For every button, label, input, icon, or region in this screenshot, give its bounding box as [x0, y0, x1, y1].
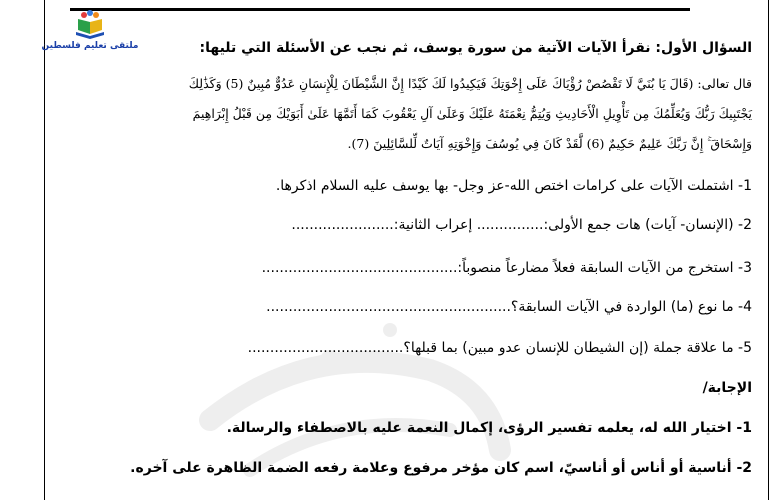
book-logo-icon [73, 10, 107, 40]
question-3: 3- استخرج من الآيات السابقة فعلاً مضارعاً منصوباً:............................................ [261, 260, 752, 276]
question-2: 2- (الإنسان- آيات) هات جمع الأولى:............... إعراب الثانية:....................... [291, 217, 752, 233]
question-4: 4- ما نوع (ما) الواردة في الآيات السابقة؟....................................................... [266, 299, 752, 315]
question-5: 5- ما علاقة جملة (إن الشيطان للإنسان عدو مبين) بما قبلها؟................................... [247, 340, 752, 356]
site-logo [41, 10, 139, 58]
answer-1: 1- اختيار الله له، يعلمه تفسير الرؤى، إكمال النعمة عليه بالاصطفاء والرسالة. [226, 420, 752, 436]
answer-2: 2- أناسية أو أناس أو أناسيّ، اسم كان مؤخر مرفوع وعلامة رفعه الضمة الظاهرة على آخره. [130, 460, 752, 476]
question-title: السؤال الأول: نقرأ الآيات الآتية من سورة يوسف، ثم نجب عن الأسئلة التي تليها: [199, 40, 752, 56]
page-border-right [768, 0, 769, 500]
verse-line-1: قال تعالى: (قَالَ يَا بُنَيَّ لَا تَقْصُصْ رُؤْيَاكَ عَلَى إِخْوَتِكَ فَيَكِيدُوا لَكَ كَيْدًا إِنَّ الشَّيْطَانَ لِلْإِنسَانِ عَدُوٌّ مُبِينٌ (5) وَكَذَٰلِكَ [188, 76, 752, 91]
page-border-top [70, 8, 690, 11]
logo-text: ملتقى تعليم فلسطين [41, 41, 139, 51]
answer-heading: الإجابة/ [702, 380, 752, 396]
page-border-left [44, 0, 45, 500]
verse-line-3: وَإِسْحَاقَ ۚ إِنَّ رَبَّكَ عَلِيمٌ حَكِيمٌ (6) لَّقَدْ كَانَ فِي يُوسُفَ وَإِخْوَتِهِ آيَاتٌ لِّلسَّائِلِينَ (7). [347, 136, 752, 151]
question-1: 1- اشتملت الآيات على كرامات اختص الله-عز وجل- بها يوسف عليه السلام اذكرها. [275, 178, 752, 194]
verse-line-2: يَجْتَبِيكَ رَبُّكَ وَيُعَلِّمُكَ مِن تَأْوِيلِ الْأَحَادِيثِ وَيُتِمُّ نِعْمَتَهُ عَلَيْكَ وَعَلَىٰ آلِ يَعْقُوبَ كَمَا أَتَمَّهَا عَلَىٰ أَبَوَيْكَ مِن قَبْلُ إِبْرَاهِيمَ [192, 106, 752, 121]
